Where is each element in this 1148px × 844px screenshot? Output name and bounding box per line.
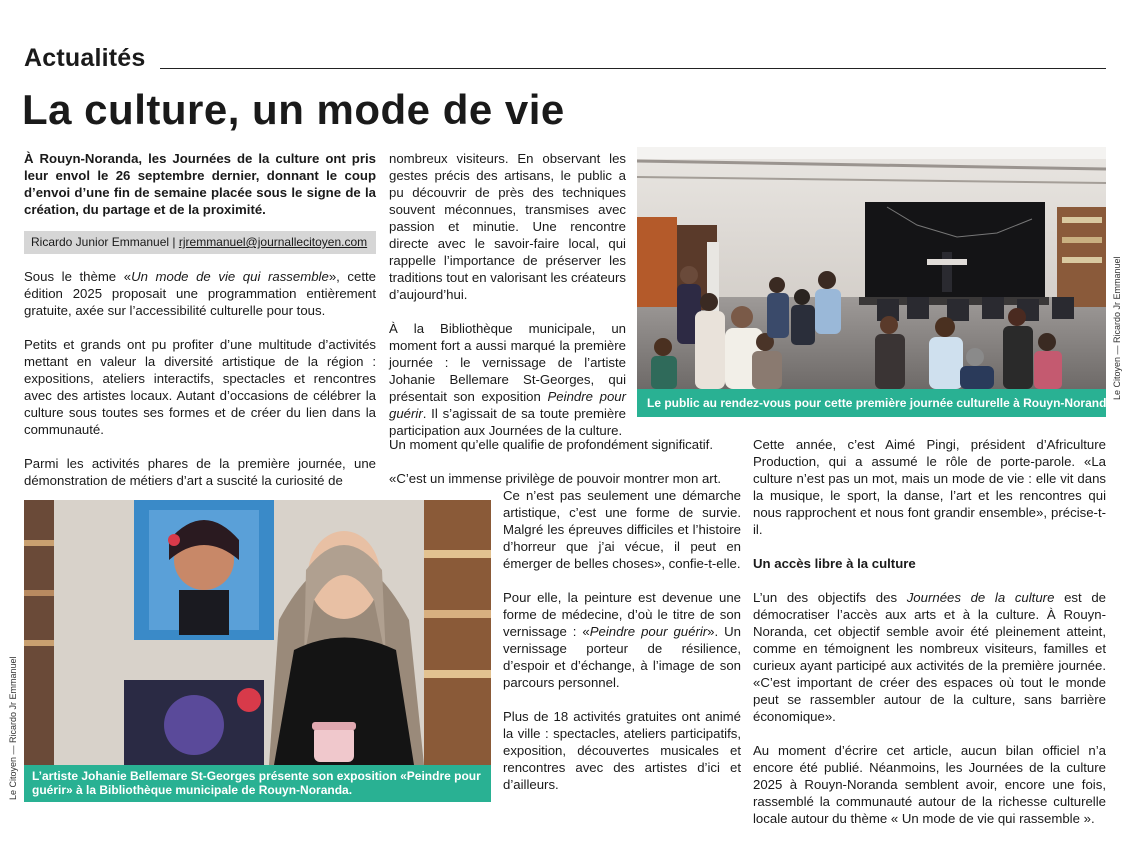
headline: La culture, un mode de vie [22,86,565,133]
column-2-bottom [503,487,741,810]
photo-bottom-credit: Le Citoyen — Ricardo Jr Emmanuel [8,656,18,800]
paragraph: Ce n’est pas seulement une démarche artistique, c’est une forme de survie. Malgré les épreuves difficiles et l’histoire d’horreur que j’ai vécue, il peut en émerger de belles choses», confie-t-elle. [503,488,741,571]
paragraph: Petits et grands ont pu profiter d’une multitude d’activités mettant en valeur la diversité artistique de la région : expositions, ateliers interactifs, spectacles et rencontres avec des artistes locaux. Autant d’occasions de célébrer la culture sous toutes ses formes et de créer du lien dans la communauté. [24,337,376,437]
section-rule [160,68,1106,69]
photo-artist-portrait [24,500,491,765]
photo-library-crowd [637,147,1106,389]
byline [24,231,376,254]
paragraph-tail: Un moment qu’elle qualifie de profondément significatif. [389,437,714,452]
column-3 [753,436,1106,844]
paragraph: Plus de 18 activités gratuites ont animé la ville : spectacles, ateliers participatifs, exposition, découvertes musicales et rencontres avec des artistes d’ici et d’ailleurs. [503,709,741,792]
paragraph: Au moment d’écrire cet article, aucun bilan officiel n’a encore été publié. Néanmoins, les Journées de la culture 2025 à Rouyn-Noranda semblent avoir, encore une fois, rassemblé la communauté autour de la richesse culturelle locale autour du thème « Un mode de vie qui rassemble ». [753,743,1106,826]
column-2-top [389,150,626,439]
column-1 [24,268,376,506]
photo-bottom-caption: L’artiste Johanie Bellemare St-Georges présente son exposition «Peindre pour guérir» à la Bibliothèque municipale de Rouyn-Noranda. [24,765,491,802]
section-title: Actualités [24,44,146,72]
paragraph: À la Bibliothèque municipale, un moment fort a aussi marqué la première journée : le vernissage de l’artiste Johanie Bellemare St-Georges, qui présentait son exposition Peindre pour guérir. Il s’agissait de sa toute première participation aux Journées de la culture. [389,321,627,438]
paragraph: Pour elle, la peinture est devenue une forme de médecine, d’où le titre de son vernissage : «Peindre pour guérir». Un vernissage porteur de résilience, d’espoir et d’échange, à l’image de son parcours personnel. [503,590,741,690]
photo-top-credit: Le Citoyen — Ricardo Jr Emmanuel [1112,256,1122,400]
byline-email-link[interactable]: rjremmanuel@journallecitoyen.com [178,235,368,249]
paragraph: nombreux visiteurs. En observant les gestes précis des artisans, le public a pu découvrir de près des techniques souvent méconnues, transmises avec passion et minutie. Une rencontre directe avec le savoir-faire local, qui rappelle l’importance de préserver les traditions tout en valorisant les créateurs d’aujourd’hui. [389,151,626,302]
paragraph: Parmi les activités phares de la première journée, une démonstration de métiers d’art a suscité la curiosité de [24,456,376,488]
paragraph: Cette année, c’est Aimé Pingi, président d’Africulture Production, qui a assumé le rôle de porte-parole. «La culture n’est pas un mot, mais un mode de vie : elle vit dans la musique, le sport, la danse, l’art et les rencontres qui nous rapprochent et nous font grandir ensemble», précise-t-il. [753,437,1106,537]
photo-top-caption: Le public au rendez-vous pour cette première journée culturelle à Rouyn-Noranda. [637,389,1106,417]
paragraph: L’un des objectifs des Journées de la culture est de démocratiser l’accès aux arts et à la culture. À Rouyn-Noranda, cet objectif semble avoir été pleinement atteint, comme en témoignent les nombreux visiteurs, familles et curieux ayant participé aux activités de la première journée. «C’est important de créer des espaces où tout le monde peut se rassembler autour de la culture, sans barrière économique». [753,590,1106,724]
lead-paragraph: À Rouyn-Noranda, les Journées de la culture ont pris leur envol le 26 septembre dernier, donnant le coup d’envoi d’une fin de semaine placée sous le signe de la création, du partage et de la proximité. [24,151,376,217]
quote-line: «C’est un immense privilège de pouvoir montrer mon art. [389,471,722,486]
subheading: Un accès libre à la culture [753,556,916,571]
byline-author: Ricardo Junior Emmanuel | [31,235,176,249]
paragraph: Sous le thème «Un mode de vie qui rassemble», cette édition 2025 proposait une programmation entièrement gratuite, axée sur l’accessibilité culturelle pour tous. [24,269,376,318]
